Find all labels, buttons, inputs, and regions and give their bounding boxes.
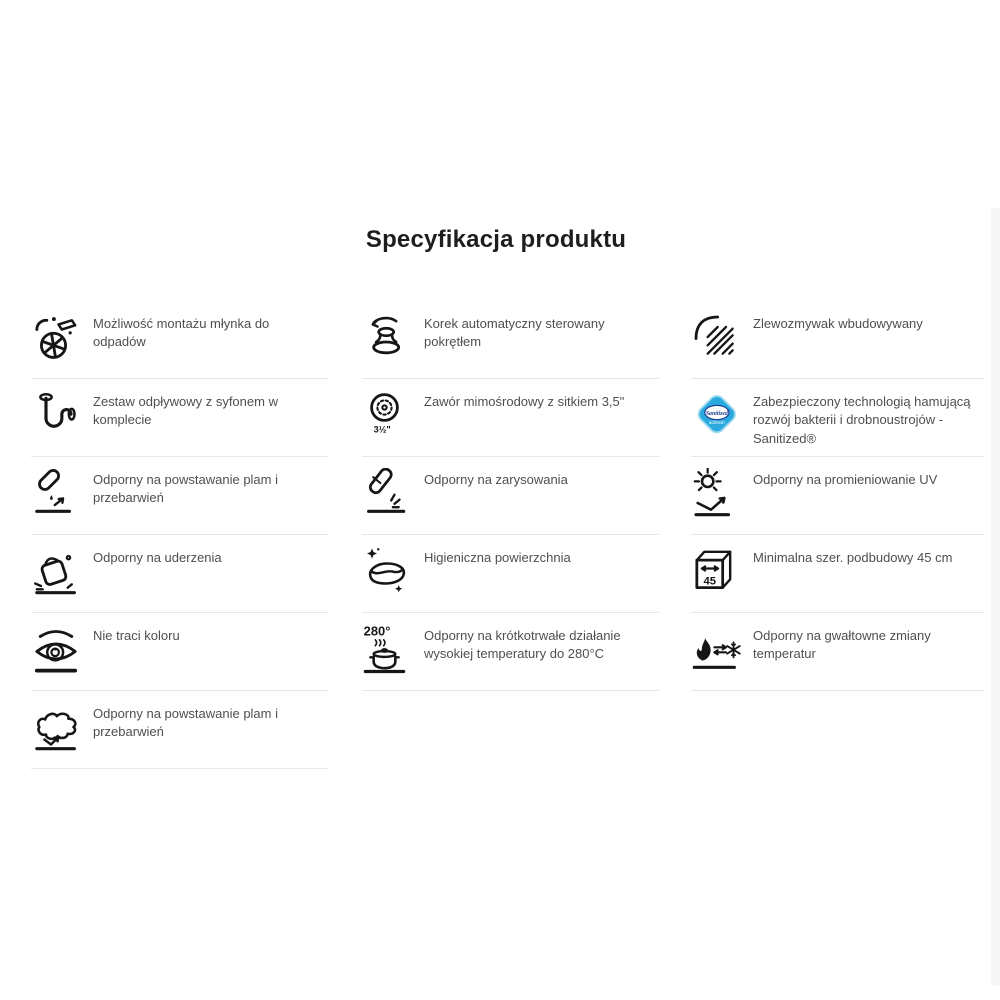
spec-item	[362, 535, 659, 613]
svg-text:3½": 3½"	[373, 424, 391, 435]
strainer-icon	[362, 390, 424, 440]
spec-item-text: Odporny na zarysowania	[424, 472, 568, 487]
spec-item	[31, 379, 328, 457]
spec-item	[691, 613, 984, 691]
high-temperature-pot-icon	[362, 624, 424, 674]
spec-item	[362, 613, 659, 691]
spec-item-text: Możliwość montażu młynka do odpadów	[93, 316, 270, 350]
svg-text:actifresh: actifresh	[708, 420, 725, 426]
uv-sun-icon	[691, 468, 753, 518]
cabinet-width-icon	[691, 546, 753, 596]
spec-item	[362, 379, 659, 457]
spec-item	[691, 301, 984, 379]
spec-item-text: Odporny na powstawanie plam i przebarwień	[93, 706, 278, 740]
spec-column-2	[362, 301, 659, 691]
spec-item-text: Zabezpieczony technologią hamującą rozwój bakterii i drobnoustrojów - Sanitized®	[753, 394, 971, 446]
built-in-sink-icon	[691, 312, 753, 362]
spec-item-text: Minimalna szer. podbudowy 45 cm	[753, 550, 953, 565]
page-title: Specyfikacja produktu	[365, 226, 627, 253]
sparkle-surface-icon	[362, 546, 424, 596]
spec-item	[31, 613, 328, 691]
spec-item-text: Odporny na gwałtowne zmiany temperatur	[753, 628, 931, 662]
spec-column-1	[31, 301, 328, 769]
spec-item-text: Odporny na powstawanie plam i przebarwień	[93, 472, 278, 506]
spec-item-text: Zawór mimośrodowy z sitkiem 3,5"	[424, 394, 625, 409]
spec-item	[31, 691, 328, 769]
thermal-shock-icon	[691, 624, 753, 674]
svg-text:280°: 280°	[363, 624, 391, 639]
spec-item-text: Odporny na uderzenia	[93, 550, 222, 565]
impact-icon	[31, 546, 93, 596]
spec-item-text: Odporny na krótkotrwałe działanie wysokiej temperatury do 280°C	[424, 628, 621, 662]
siphon-pipe-icon	[31, 390, 93, 440]
spec-item-text: Korek automatyczny sterowany pokrętłem	[424, 316, 605, 350]
spec-item-text: Nie traci koloru	[93, 628, 180, 643]
spec-item	[362, 457, 659, 535]
eye-icon	[31, 624, 93, 674]
page-edge-strip	[991, 208, 1000, 986]
spec-item	[31, 535, 328, 613]
spec-item	[691, 457, 984, 535]
spec-item	[31, 301, 328, 379]
knife-scratch-icon	[362, 468, 424, 518]
spec-item	[691, 535, 984, 613]
waste-grinder-icon	[31, 312, 93, 362]
spec-item-text: Zlewozmywak wbudowywany	[753, 316, 923, 331]
sanitized-logo	[691, 390, 753, 440]
spec-item	[31, 457, 328, 535]
spec-item	[362, 301, 659, 379]
spec-item	[691, 379, 984, 457]
svg-text:45: 45	[703, 575, 717, 588]
spec-item-text: Zestaw odpływowy z syfonem w komplecie	[93, 394, 278, 428]
spec-item-text: Odporny na promieniowanie UV	[753, 472, 938, 487]
splash-stain-icon	[31, 702, 93, 752]
spec-item-text: Higieniczna powierzchnia	[424, 550, 571, 565]
drain-plug-knob-icon	[362, 312, 424, 362]
pen-stain-icon	[31, 468, 93, 518]
svg-text:Sanitized: Sanitized	[705, 411, 728, 417]
spec-column-3	[691, 301, 984, 691]
